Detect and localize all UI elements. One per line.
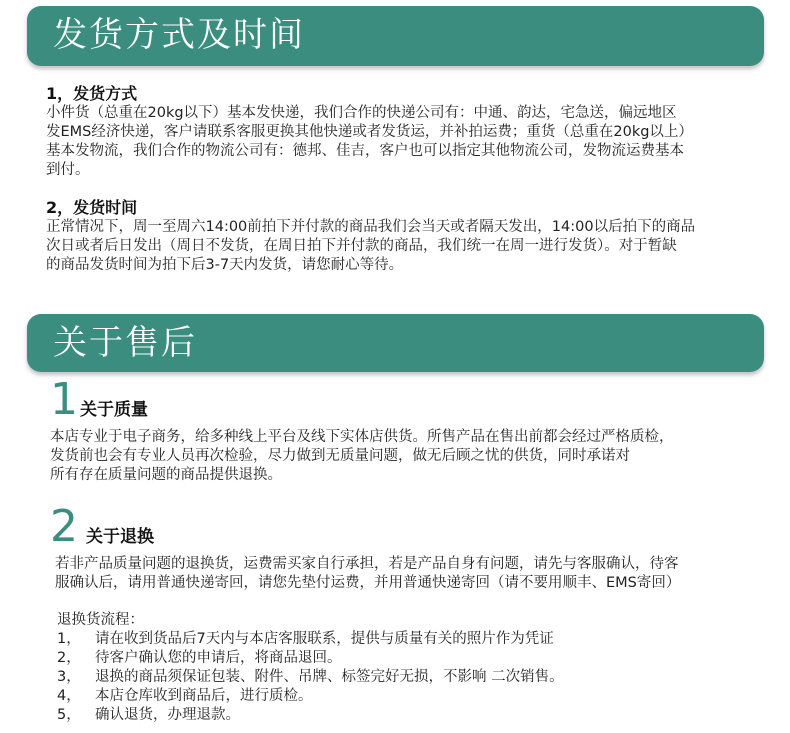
step-number: 5， (57, 707, 81, 723)
step-text: 待客户确认您的申请后，将商品退回。 (95, 650, 342, 666)
return-step (57, 668, 757, 687)
shipping-method-heading: 1，发货方式 (46, 84, 138, 103)
shipping-section-title: 发货方式及时间 (53, 15, 305, 55)
quality-line: 发货前也会有专业人员再次检验，尽力做到无质量问题，做无后顾之忧的供货，同时承诺对 (50, 448, 630, 464)
step-text: 请在收到货品后7天内与本店客服联系，提供与质量有关的照片作为凭证 (95, 631, 554, 647)
return-step (57, 706, 757, 725)
returns-block (55, 555, 775, 593)
step-text: 本店仓库收到商品后，进行质检。 (95, 688, 313, 704)
shipping-method-line: 小件货（总重在20kg以下）基本发快递，我们合作的快递公司有：中通、韵达，宅急送，偏远地区 (46, 105, 677, 121)
step-number: 4， (57, 688, 81, 704)
shipping-time-line: 的商品发货时间为拍下后3-7天内发货，请您耐心等待。 (46, 257, 404, 273)
after-sales-section-title: 关于售后 (53, 323, 197, 363)
return-step (57, 687, 757, 706)
return-step (57, 630, 757, 649)
return-process (57, 611, 757, 725)
quality-block (50, 428, 770, 485)
return-step (57, 649, 757, 668)
quality-heading: 关于质量 (80, 400, 148, 420)
shipping-method-line: 到付。 (46, 162, 90, 178)
step-number: 1， (57, 631, 81, 647)
returns-heading: 关于退换 (86, 527, 154, 547)
returns-number: 2 (50, 501, 78, 552)
step-text: 退换的商品须保证包装、附件、吊牌、标签完好无损，不影响 二次销售。 (95, 669, 564, 685)
shipping-time-heading: 2，发货时间 (46, 198, 138, 217)
shipping-method-line: 基本发物流，我们合作的物流公司有：德邦、佳吉，客户也可以指定其他物流公司，发物流运费基本 (46, 143, 684, 159)
quality-line: 本店专业于电子商务，给多种线上平台及线下实体店供货。所售产品在售出前都会经过严格质检， (50, 429, 674, 445)
shipping-method-line: 发EMS经济快递，客户请联系客服更换其他快递或者发货运，并补拍运费；重货（总重在20kg以上） (46, 124, 693, 140)
returns-line: 服确认后，请用普通快递寄回，请您先垫付运费，并用普通快递寄回（请不要用顺丰、EMS寄回） (55, 575, 681, 591)
quality-number: 1 (50, 374, 78, 425)
return-process-title: 退换货流程： (57, 612, 144, 628)
shipping-time-block (46, 198, 766, 275)
shipping-method-block (46, 84, 766, 180)
step-number: 2， (57, 650, 81, 666)
shipping-time-line: 正常情况下，周一至周六14:00前拍下并付款的商品我们会当天或者隔天发出，14:00以后拍下的商品 (46, 219, 696, 235)
returns-line: 若非产品质量问题的退换货，运费需买家自行承担，若是产品自身有问题，请先与客服确认，待客 (55, 556, 679, 572)
shipping-section-banner (27, 6, 764, 66)
quality-line: 所有存在质量问题的商品提供退换。 (50, 467, 282, 483)
shipping-time-line: 次日或者后日发出（周日不发货，在周日拍下并付款的商品，我们统一在周一进行发货）。对于暂缺 (46, 238, 677, 254)
step-text: 确认退货，办理退款。 (95, 707, 240, 723)
after-sales-section-banner (27, 314, 764, 372)
step-number: 3， (57, 669, 81, 685)
